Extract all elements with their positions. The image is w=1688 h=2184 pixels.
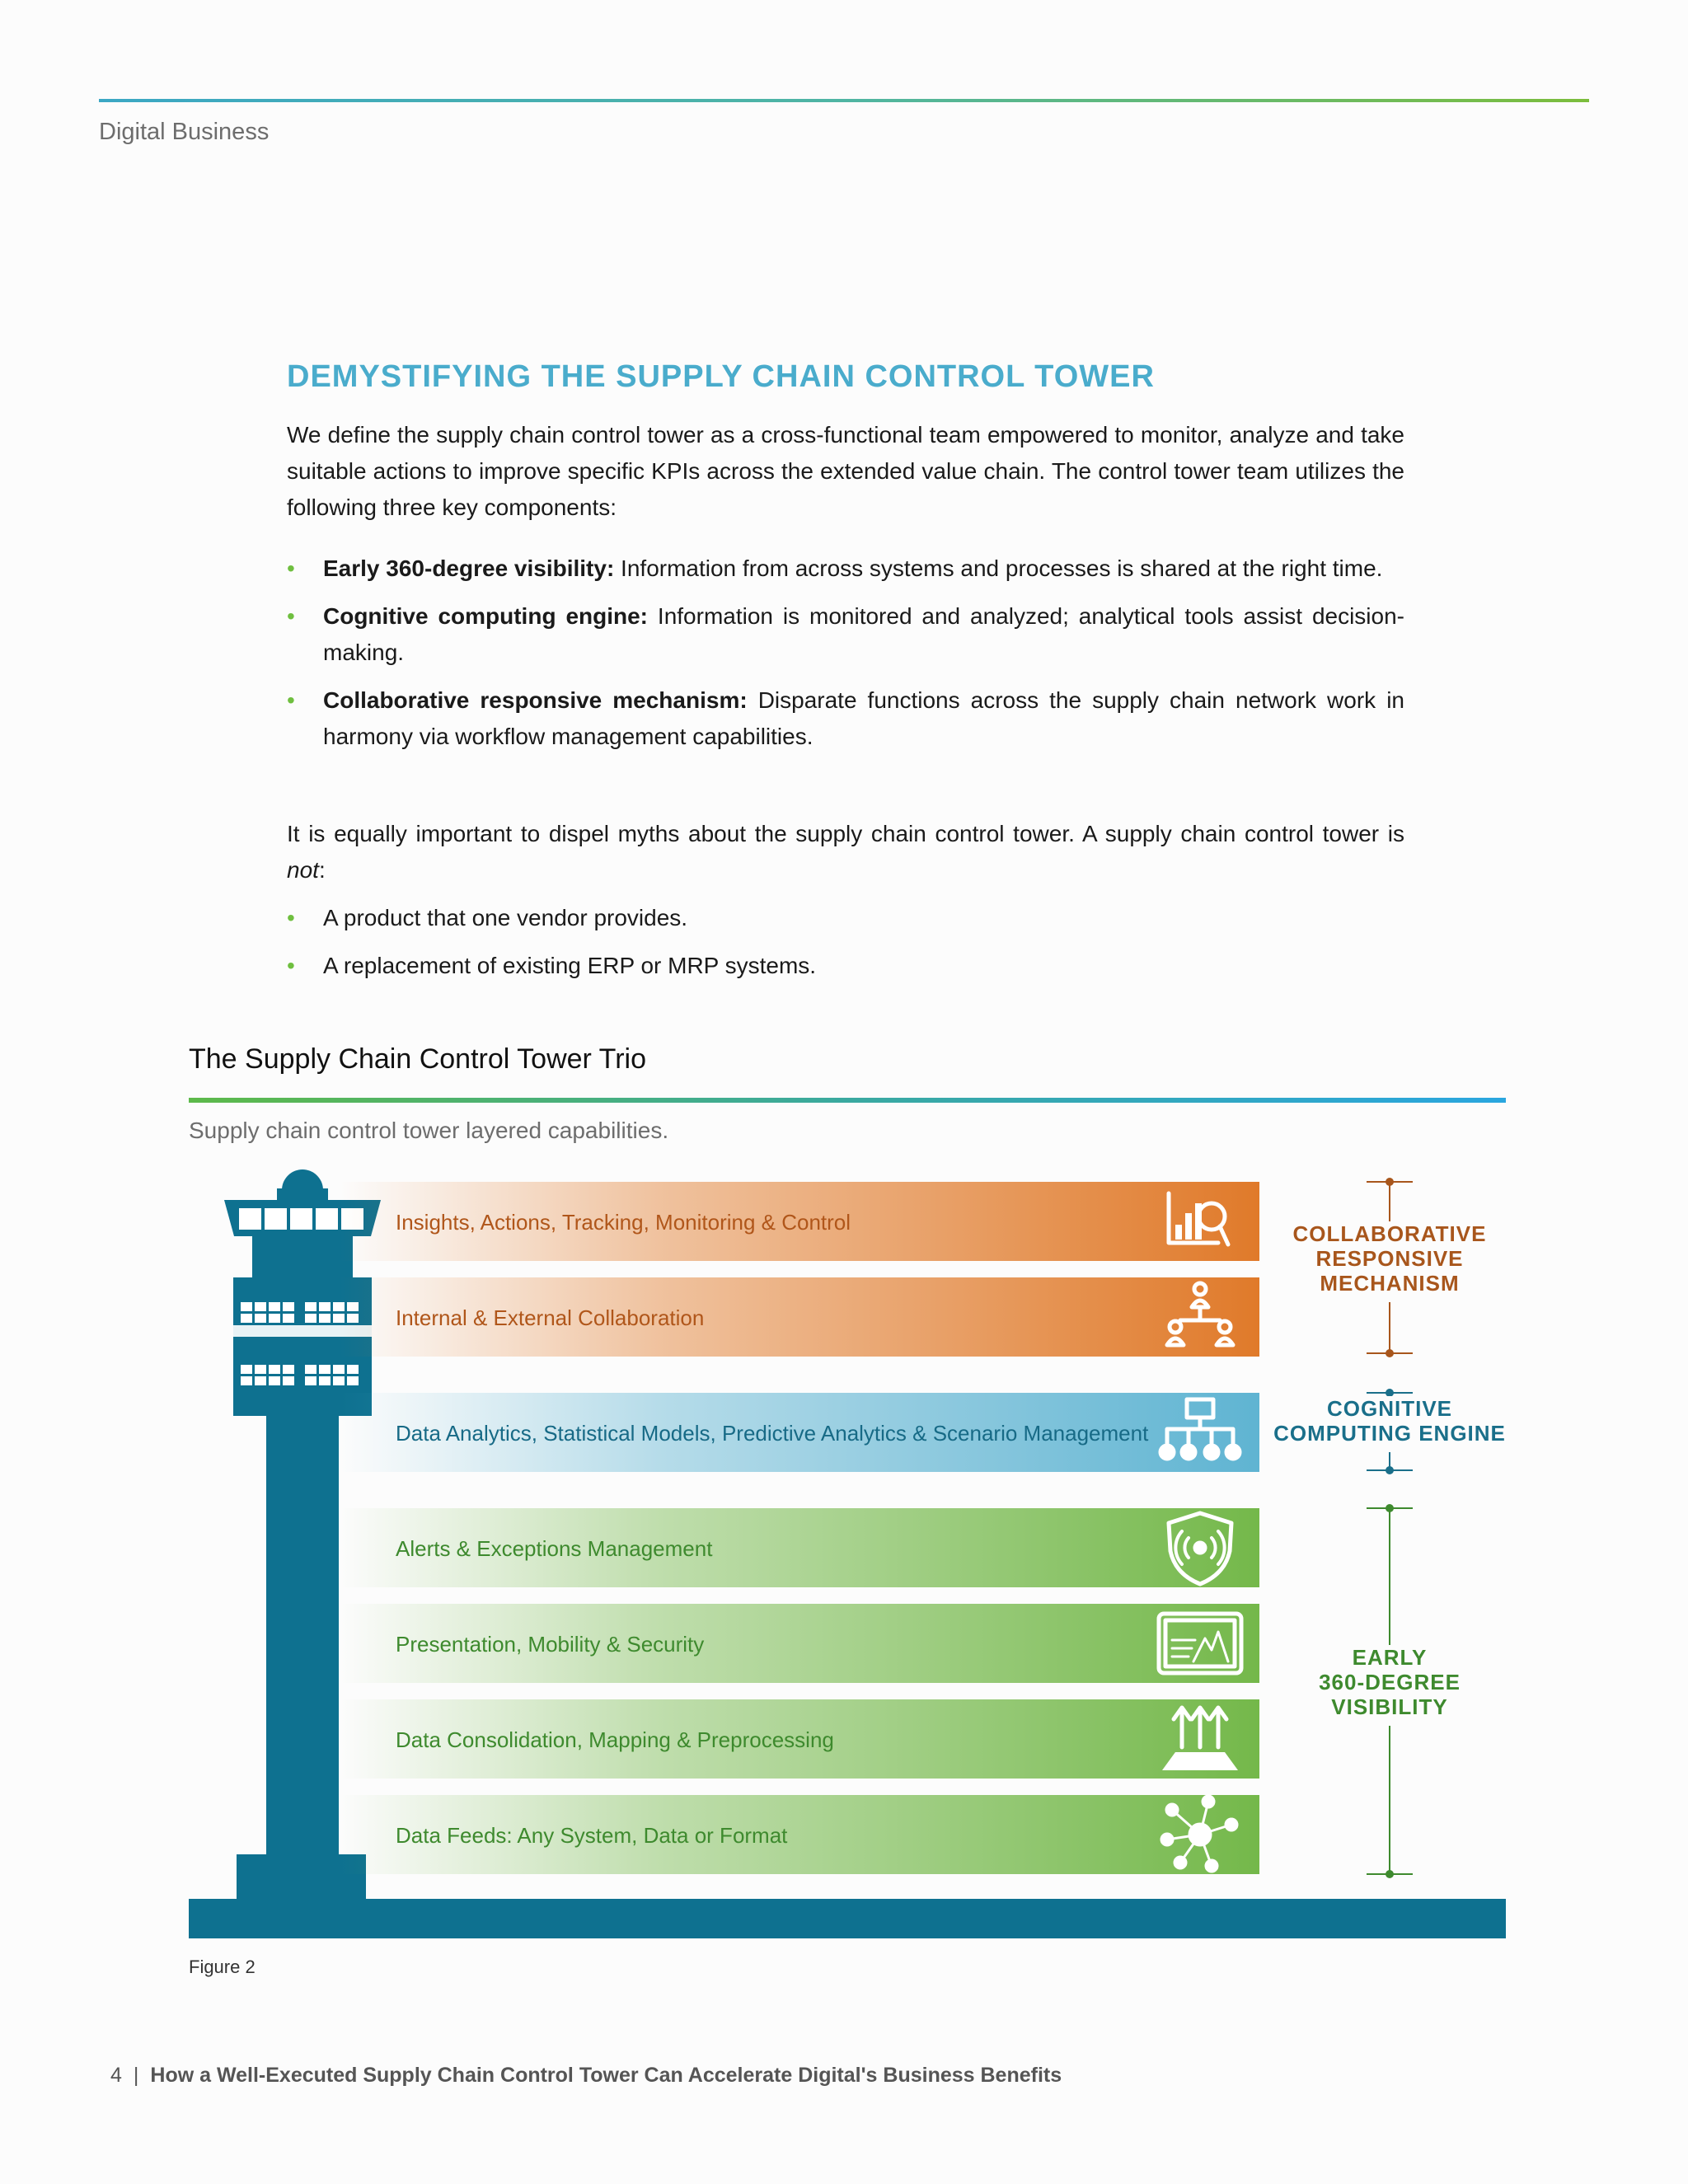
group-label: RESPONSIVE [1315, 1246, 1464, 1271]
page-number: 4 [110, 2064, 122, 2087]
layer-label: Data Feeds: Any System, Data or Format [396, 1823, 788, 1848]
tower-window [347, 1365, 359, 1374]
group-bracket-dot [1386, 1466, 1394, 1474]
tower-neck [252, 1233, 353, 1281]
tower-window [255, 1314, 266, 1323]
capability-groups [1273, 1178, 1506, 1878]
figure-subtitle: Supply chain control tower layered capabilities. [189, 1118, 669, 1143]
layer-label: Data Consolidation, Mapping & Preprocessing [396, 1727, 834, 1752]
tower-window [283, 1365, 294, 1374]
capability-group [1274, 1178, 1505, 1357]
layer-bar [340, 1508, 1259, 1587]
page-footer [110, 2064, 1062, 2088]
myth-intro-colon: : [318, 857, 326, 883]
layer-label: Alerts & Exceptions Management [396, 1536, 713, 1561]
tower-window [305, 1302, 316, 1311]
layer-label: Insights, Actions, Tracking, Monitoring & Control [396, 1210, 851, 1235]
header-label: Digital Business [99, 119, 270, 145]
tower-window [319, 1365, 331, 1374]
footer-separator: | [133, 2064, 139, 2087]
group-label: COMPUTING ENGINE [1273, 1421, 1506, 1446]
capability-group [1273, 1389, 1506, 1474]
component-text: Information is monitored and analyzed; analytical tools assist decision-making. [323, 603, 1404, 665]
tower-window [241, 1302, 252, 1311]
tower-window [241, 1376, 252, 1385]
deck-window [290, 1208, 312, 1230]
tower-window [347, 1376, 359, 1385]
tower-window [269, 1365, 280, 1374]
component-term: Early 360-degree visibility: [323, 555, 615, 581]
tower-window [319, 1302, 331, 1311]
tower-dome [282, 1169, 323, 1190]
myth-text: A replacement of existing ERP or MRP systems. [323, 953, 817, 978]
bullet-icon: • [287, 555, 295, 581]
tower-window [255, 1376, 266, 1385]
myth-text: A product that one vendor provides. [323, 905, 688, 930]
group-label: MECHANISM [1320, 1271, 1460, 1296]
layer-bar [340, 1393, 1259, 1472]
tower-window [305, 1365, 316, 1374]
tower-window [319, 1314, 331, 1323]
tower-window [241, 1314, 252, 1323]
group-label: VISIBILITY [1331, 1694, 1448, 1719]
layer-label: Data Analytics, Statistical Models, Predictive Analytics & Scenario Management [396, 1421, 1149, 1446]
group-bracket-dot [1386, 1349, 1394, 1357]
layer-bar [340, 1182, 1259, 1261]
layer-bar [340, 1795, 1259, 1874]
tower-roof [277, 1188, 328, 1202]
tower-window [269, 1314, 280, 1323]
component-text: Disparate functions across the supply chain network work in harmony via workflow management capabilities. [323, 687, 1404, 749]
layer-bar [340, 1604, 1259, 1683]
group-bracket-dot [1386, 1178, 1394, 1186]
tower-window [255, 1365, 266, 1374]
footer-title: How a Well-Executed Supply Chain Control Tower Can Accelerate Digital's Business Benefits [150, 2064, 1062, 2087]
tower-window [269, 1302, 280, 1311]
bullet-icon: • [287, 603, 295, 629]
deck-window [316, 1208, 338, 1230]
tower-window [241, 1365, 252, 1374]
tower-shaft [266, 1401, 339, 1863]
group-label: EARLY [1352, 1645, 1428, 1670]
tower-window [319, 1376, 331, 1385]
figure-label: Figure 2 [189, 1957, 256, 1977]
intro-paragraph: We define the supply chain control tower as a cross-functional team empowered to monitor, analyze and take suitable actions to improve specific KPIs across the extended value chain. The control tower team utilizes the following three key components: [287, 422, 1404, 520]
tower-window [333, 1376, 345, 1385]
ground-base [189, 1899, 1506, 1938]
group-bracket-dot [1386, 1504, 1394, 1512]
figure-title: The Supply Chain Control Tower Trio [189, 1043, 646, 1075]
layer-bar [340, 1277, 1259, 1357]
deck-window [265, 1208, 287, 1230]
section-title: DEMYSTIFYING THE SUPPLY CHAIN CONTROL TOWER [287, 359, 1155, 394]
layer-label: Presentation, Mobility & Security [396, 1632, 705, 1657]
tower-window [255, 1302, 266, 1311]
tower-window [283, 1302, 294, 1311]
layer-bar [340, 1699, 1259, 1779]
myth-intro-emphasis: not [287, 857, 319, 883]
component-term: Collaborative responsive mechanism: [323, 687, 748, 713]
deck-window [239, 1208, 261, 1230]
bullet-icon: • [287, 687, 295, 713]
myth-intro-text: It is equally important to dispel myths about the supply chain control tower. A supply chain control tower is [287, 821, 1404, 846]
component-term: Cognitive computing engine: [323, 603, 649, 629]
group-label: 360-DEGREE [1319, 1670, 1461, 1694]
group-label: COLLABORATIVE [1292, 1221, 1487, 1246]
tower-window [305, 1376, 316, 1385]
bullet-icon: • [287, 905, 295, 930]
tower-window [333, 1365, 345, 1374]
tower-window [283, 1376, 294, 1385]
group-label: COGNITIVE [1326, 1396, 1453, 1421]
layer-label: Internal & External Collaboration [396, 1305, 705, 1330]
tower-window [269, 1376, 280, 1385]
tower-window [305, 1314, 316, 1323]
layers [340, 1182, 1259, 1874]
bullet-icon: • [287, 953, 295, 978]
tower-window [283, 1314, 294, 1323]
capability-group [1274, 1504, 1505, 1878]
group-bracket-dot [1386, 1870, 1394, 1878]
component-text: Information from across systems and processes is shared at the right time. [614, 555, 1383, 581]
